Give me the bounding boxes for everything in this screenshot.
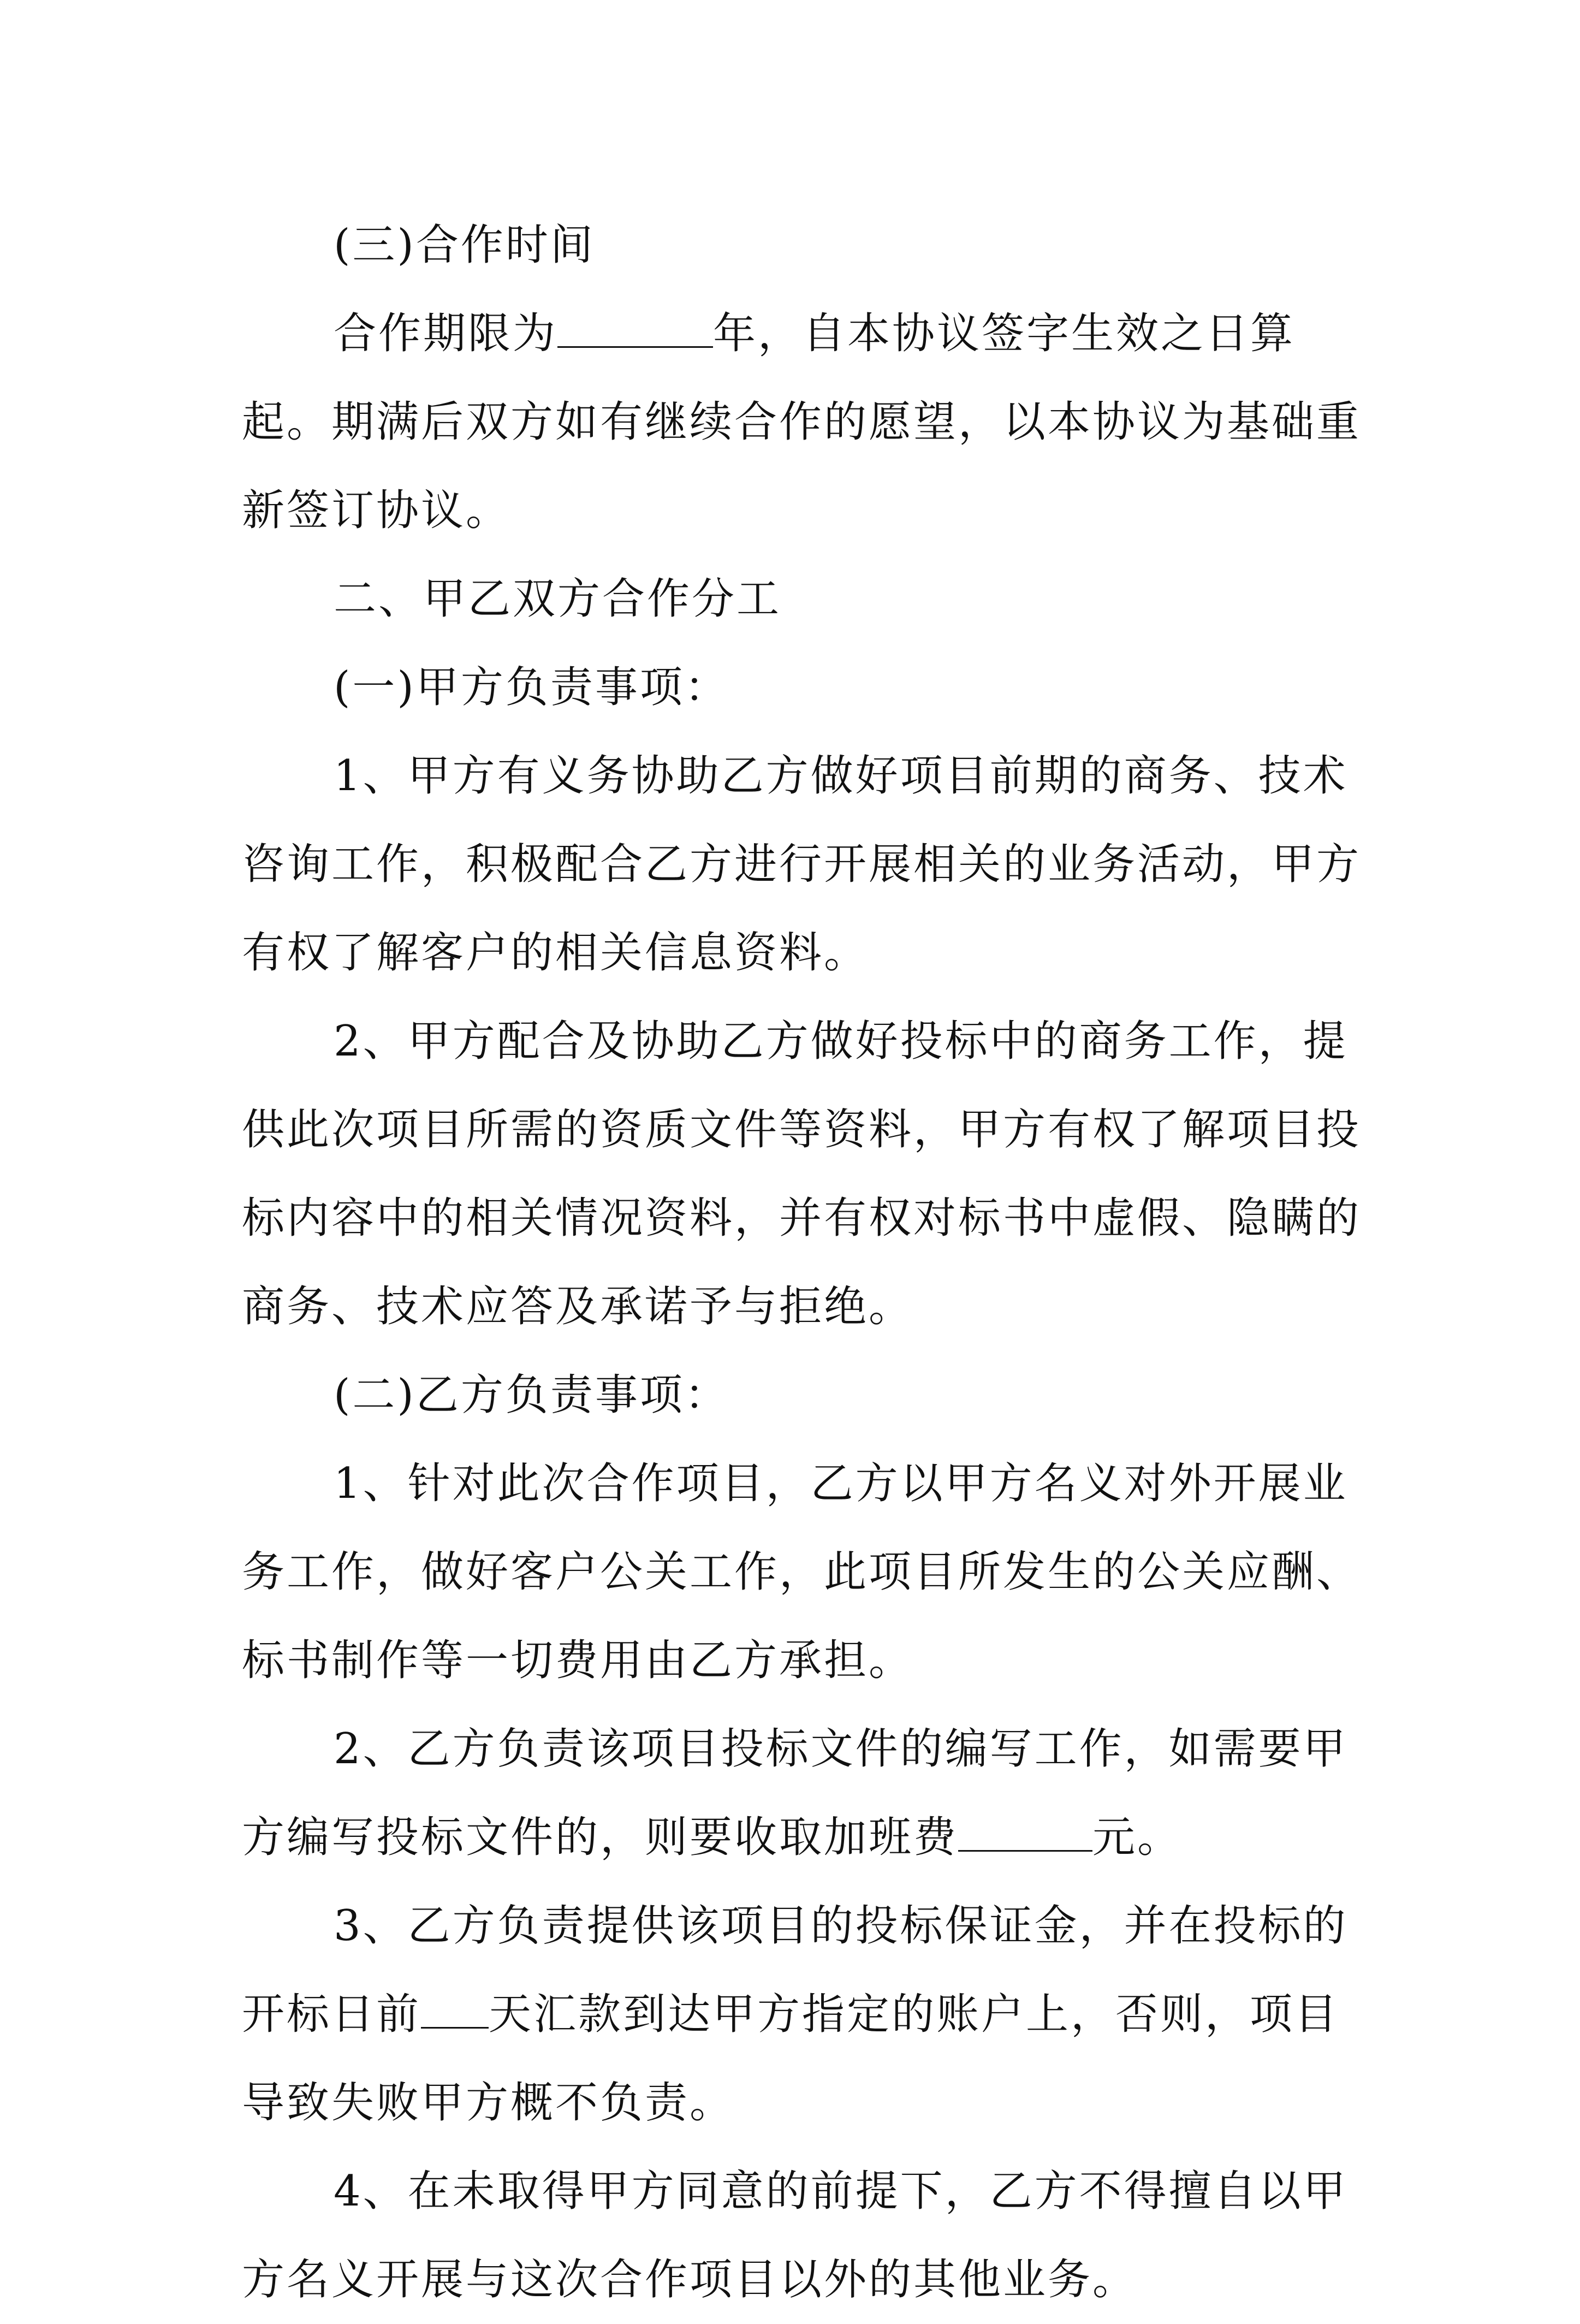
paragraph-cooperation-term: [242, 289, 1361, 555]
paragraph-text: 2、乙方负责该项目投标文件的编写工作，如需要甲方编写投标文件的，则要收取加班费: [242, 1724, 1348, 1862]
paragraph-text: 天汇款到达甲方指定的账户上，否则，项目导致失败甲方概不负责。: [242, 1990, 1340, 2127]
paragraph-text: 年，自本协议签字生效之日算起。期满后双方如有继续合作的愿望，以本协议为基础重新签订协议。: [242, 309, 1362, 535]
paragraph-party-b-item-1: 1、针对此次合作项目，乙方以甲方名义对外开展业务工作，做好客户公关工作，此项目所发生的公关应酬、标书制作等一切费用由乙方承担。: [242, 1459, 1362, 1685]
section-heading-division-of-work: 二、甲乙双方合作分工: [334, 574, 782, 624]
paragraph-party-b-item-2: [242, 1705, 1361, 1882]
section-heading-cooperation-time: (三)合作时间: [334, 221, 595, 270]
paragraph-party-b-item-4: 4、在未取得甲方同意的前提下，乙方不得擅自以甲方名义开展与这次合作项目以外的其他业务。: [242, 2167, 1348, 2304]
paragraph-text: 合作期限为: [334, 309, 558, 358]
paragraph-party-a-item-1: 1、甲方有义务协助乙方做好项目前期的商务、技术咨询工作，积极配合乙方进行开展相关的业务活动，甲方有权了解客户的相关信息资料。: [242, 751, 1362, 977]
paragraph-text: 3、乙方负责提供该项目的投标保证金，并在投标的开标日前: [242, 1901, 1348, 2039]
fill-in-blank-years[interactable]: [557, 310, 713, 348]
paragraph-text: 元。: [1092, 1813, 1183, 1862]
subheading-party-b-duties: (二)乙方负责事项：: [334, 1371, 729, 1420]
document-body: [242, 201, 1361, 2324]
paragraph-party-b-item-3: [242, 1882, 1361, 2147]
fill-in-blank-days[interactable]: [421, 1991, 489, 2029]
fill-in-blank-overtime-fee[interactable]: [958, 1814, 1092, 1852]
paragraph-party-a-item-2: 2、甲方配合及协助乙方做好投标中的商务工作，提供此次项目所需的资质文件等资料，甲方有权了解项目投标内容中的相关情况资料，并有权对标书中虚假、隐瞒的商务、技术应答及承诺予与拒绝。: [242, 1017, 1362, 1331]
subheading-party-a-duties: (一)甲方负责事项：: [334, 663, 729, 712]
